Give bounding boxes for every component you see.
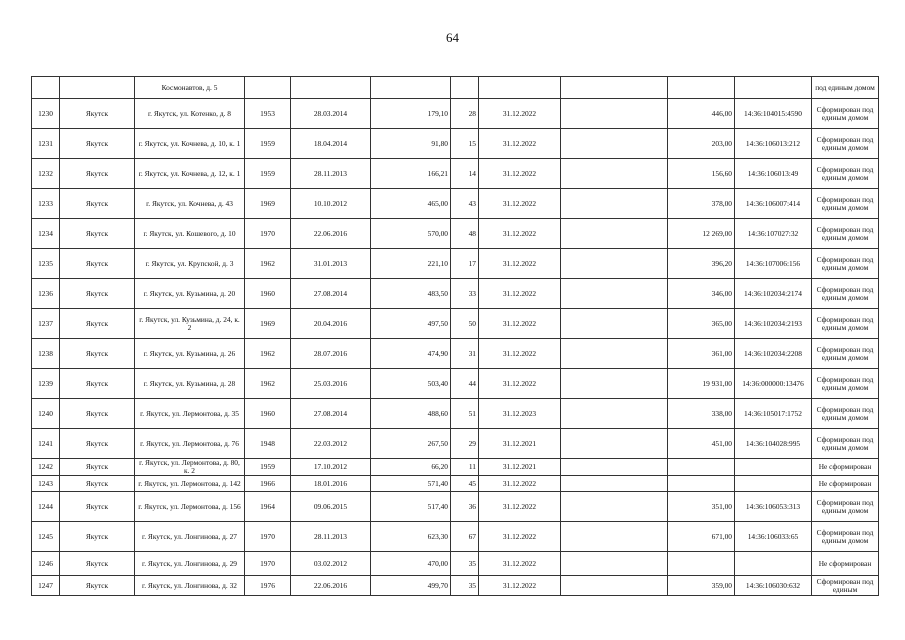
address-cell: г. Якутск, ул. Лонгинова, д. 29 xyxy=(135,552,245,576)
cadastral-number-cell: 14:36:106013:49 xyxy=(735,159,812,189)
residents-cell: 28 xyxy=(451,99,479,129)
row-number-cell: 1234 xyxy=(32,219,60,249)
cadastral-number-cell: 14:36:104028:995 xyxy=(735,429,812,459)
date-cell: 28.07.2016 xyxy=(291,339,371,369)
deadline-cell: 31.12.2022 xyxy=(479,576,561,596)
status-cell: Сформирован под единым домом xyxy=(812,429,879,459)
city-cell: Якутск xyxy=(60,399,135,429)
status-cell: Сформирован под единым домом xyxy=(812,339,879,369)
residents-cell: 51 xyxy=(451,399,479,429)
deadline-cell: 31.12.2022 xyxy=(479,279,561,309)
empty-cell xyxy=(561,249,668,279)
table-row xyxy=(32,552,879,576)
empty-cell xyxy=(561,77,668,99)
residents-cell: 17 xyxy=(451,249,479,279)
deadline-cell: 31.12.2022 xyxy=(479,99,561,129)
empty-cell xyxy=(561,129,668,159)
area-cell: 570,00 xyxy=(371,219,451,249)
year-cell: 1970 xyxy=(245,219,291,249)
empty-cell xyxy=(561,429,668,459)
deadline-cell: 31.12.2021 xyxy=(479,459,561,476)
date-cell: 03.02.2012 xyxy=(291,552,371,576)
table-row xyxy=(32,309,879,339)
year-cell: 1959 xyxy=(245,459,291,476)
row-number-cell: 1237 xyxy=(32,309,60,339)
cost-cell: 451,00 xyxy=(668,429,735,459)
cost-cell: 359,00 xyxy=(668,576,735,596)
table-row xyxy=(32,459,879,476)
cost-cell: 346,00 xyxy=(668,279,735,309)
area-cell: 470,00 xyxy=(371,552,451,576)
status-cell: Сформирован под единым домом xyxy=(812,309,879,339)
residents-cell: 45 xyxy=(451,476,479,492)
deadline-cell: 31.12.2022 xyxy=(479,552,561,576)
date-cell: 27.08.2014 xyxy=(291,279,371,309)
cadastral-number-cell: 14:36:107027:32 xyxy=(735,219,812,249)
table-row xyxy=(32,576,879,596)
table-row xyxy=(32,279,879,309)
year-cell: 1959 xyxy=(245,159,291,189)
address-cell: г. Якутск, ул. Кочнева, д. 10, к. 1 xyxy=(135,129,245,159)
status-cell: Сформирован под единым xyxy=(812,576,879,596)
city-cell: Якутск xyxy=(60,492,135,522)
date-cell: 20.04.2016 xyxy=(291,309,371,339)
status-cell: Сформирован под единым домом xyxy=(812,522,879,552)
status-cell: Сформирован под единым домом xyxy=(812,219,879,249)
cadastral-number-cell: 14:36:106013:212 xyxy=(735,129,812,159)
year-cell: 1966 xyxy=(245,476,291,492)
row-number-cell: 1232 xyxy=(32,159,60,189)
city-cell: Якутск xyxy=(60,339,135,369)
year-cell: 1953 xyxy=(245,99,291,129)
area-cell: 503,40 xyxy=(371,369,451,399)
address-cell: г. Якутск, ул. Кузьмина, д. 26 xyxy=(135,339,245,369)
year-cell: 1960 xyxy=(245,399,291,429)
area-cell: 166,21 xyxy=(371,159,451,189)
city-cell: Якутск xyxy=(60,459,135,476)
table-row xyxy=(32,249,879,279)
deadline-cell: 31.12.2022 xyxy=(479,492,561,522)
empty-cell xyxy=(561,99,668,129)
date-cell: 28.11.2013 xyxy=(291,522,371,552)
empty-cell xyxy=(561,552,668,576)
city-cell: Якутск xyxy=(60,249,135,279)
status-cell: Сформирован под единым домом xyxy=(812,492,879,522)
city-cell: Якутск xyxy=(60,476,135,492)
date-cell: 28.03.2014 xyxy=(291,99,371,129)
city-cell: Якутск xyxy=(60,369,135,399)
address-cell: г. Якутск, ул. Лермонтова, д. 156 xyxy=(135,492,245,522)
address-cell: г. Якутск, ул. Лермонтова, д. 80, к. 2 xyxy=(135,459,245,476)
empty-cell xyxy=(561,399,668,429)
row-number-cell: 1238 xyxy=(32,339,60,369)
city-cell: Якутск xyxy=(60,522,135,552)
row-number-cell: 1240 xyxy=(32,399,60,429)
date-cell: 22.03.2012 xyxy=(291,429,371,459)
residents-cell: 35 xyxy=(451,576,479,596)
year-cell: 1962 xyxy=(245,249,291,279)
date-cell: 22.06.2016 xyxy=(291,576,371,596)
area-cell: 179,10 xyxy=(371,99,451,129)
area-cell: 267,50 xyxy=(371,429,451,459)
deadline-cell: 31.12.2022 xyxy=(479,129,561,159)
residents-cell: 31 xyxy=(451,339,479,369)
area-cell: 497,50 xyxy=(371,309,451,339)
table-body xyxy=(32,77,879,596)
deadline-cell: 31.12.2022 xyxy=(479,369,561,399)
empty-cell xyxy=(561,219,668,249)
empty-cell xyxy=(561,189,668,219)
empty-cell xyxy=(561,159,668,189)
cost-cell xyxy=(668,552,735,576)
city-cell: Якутск xyxy=(60,189,135,219)
table-row xyxy=(32,99,879,129)
year-cell: 1970 xyxy=(245,522,291,552)
cadastral-number-cell: 14:36:104015:4590 xyxy=(735,99,812,129)
date-cell: 28.11.2013 xyxy=(291,159,371,189)
area-cell: 465,00 xyxy=(371,189,451,219)
deadline-cell: 31.12.2023 xyxy=(479,399,561,429)
cost-cell xyxy=(668,459,735,476)
residents-cell: 35 xyxy=(451,552,479,576)
year-cell: 1969 xyxy=(245,309,291,339)
housing-table xyxy=(31,76,879,596)
empty-cell xyxy=(561,459,668,476)
empty-cell xyxy=(561,476,668,492)
row-number-cell: 1247 xyxy=(32,576,60,596)
city-cell: Якутск xyxy=(60,429,135,459)
city-cell: Якутск xyxy=(60,159,135,189)
address-cell: г. Якутск, ул. Кузьмина, д. 24, к. 2 xyxy=(135,309,245,339)
row-number-cell: 1231 xyxy=(32,129,60,159)
table-row xyxy=(32,219,879,249)
cost-cell: 156,60 xyxy=(668,159,735,189)
cost-cell: 361,00 xyxy=(668,339,735,369)
cadastral-number-cell: 14:36:102034:2193 xyxy=(735,309,812,339)
cost-cell: 671,00 xyxy=(668,522,735,552)
city-cell: Якутск xyxy=(60,576,135,596)
cost-cell: 446,00 xyxy=(668,99,735,129)
status-cell: Сформирован под единым домом xyxy=(812,189,879,219)
cadastral-number-cell: 14:36:000000:13476 xyxy=(735,369,812,399)
cost-cell xyxy=(668,476,735,492)
cost-cell xyxy=(668,77,735,99)
table-row xyxy=(32,476,879,492)
cadastral-number-cell: 14:36:106033:65 xyxy=(735,522,812,552)
cadastral-number-cell xyxy=(735,77,812,99)
row-number-cell: 1245 xyxy=(32,522,60,552)
date-cell xyxy=(291,77,371,99)
date-cell: 18.04.2014 xyxy=(291,129,371,159)
row-number-cell: 1235 xyxy=(32,249,60,279)
status-cell: Сформирован под единым домом xyxy=(812,249,879,279)
address-cell: г. Якутск, ул. Крупской, д. 3 xyxy=(135,249,245,279)
area-cell: 483,50 xyxy=(371,279,451,309)
date-cell: 27.08.2014 xyxy=(291,399,371,429)
row-number-cell: 1242 xyxy=(32,459,60,476)
cadastral-number-cell xyxy=(735,476,812,492)
row-number-cell xyxy=(32,77,60,99)
year-cell: 1964 xyxy=(245,492,291,522)
area-cell: 517,40 xyxy=(371,492,451,522)
table-row xyxy=(32,522,879,552)
date-cell: 17.10.2012 xyxy=(291,459,371,476)
row-number-cell: 1241 xyxy=(32,429,60,459)
status-cell: под единым домом xyxy=(812,77,879,99)
row-number-cell: 1236 xyxy=(32,279,60,309)
address-cell: г. Якутск, ул. Котенко, д. 8 xyxy=(135,99,245,129)
year-cell: 1970 xyxy=(245,552,291,576)
residents-cell: 15 xyxy=(451,129,479,159)
status-cell: Сформирован под единым домом xyxy=(812,99,879,129)
year-cell: 1969 xyxy=(245,189,291,219)
date-cell: 25.03.2016 xyxy=(291,369,371,399)
empty-cell xyxy=(561,492,668,522)
status-cell: Сформирован под единым домом xyxy=(812,399,879,429)
table-row xyxy=(32,189,879,219)
table-row xyxy=(32,339,879,369)
date-cell: 10.10.2012 xyxy=(291,189,371,219)
year-cell: 1962 xyxy=(245,369,291,399)
empty-cell xyxy=(561,369,668,399)
deadline-cell: 31.12.2022 xyxy=(479,522,561,552)
residents-cell: 33 xyxy=(451,279,479,309)
row-number-cell: 1244 xyxy=(32,492,60,522)
table-row xyxy=(32,369,879,399)
cadastral-number-cell: 14:36:106030:632 xyxy=(735,576,812,596)
cadastral-number-cell: 14:36:107006:156 xyxy=(735,249,812,279)
row-number-cell: 1246 xyxy=(32,552,60,576)
city-cell: Якутск xyxy=(60,129,135,159)
area-cell: 488,60 xyxy=(371,399,451,429)
empty-cell xyxy=(561,522,668,552)
residents-cell: 44 xyxy=(451,369,479,399)
address-cell: г. Якутск, ул. Лермонтова, д. 142 xyxy=(135,476,245,492)
residents-cell xyxy=(451,77,479,99)
area-cell: 66,20 xyxy=(371,459,451,476)
date-cell: 18.01.2016 xyxy=(291,476,371,492)
empty-cell xyxy=(561,576,668,596)
cost-cell: 19 931,00 xyxy=(668,369,735,399)
deadline-cell: 31.12.2022 xyxy=(479,159,561,189)
empty-cell xyxy=(561,309,668,339)
table-row xyxy=(32,77,879,99)
table-row xyxy=(32,429,879,459)
row-number-cell: 1233 xyxy=(32,189,60,219)
city-cell: Якутск xyxy=(60,99,135,129)
cadastral-number-cell xyxy=(735,459,812,476)
date-cell: 22.06.2016 xyxy=(291,219,371,249)
status-cell: Не сформирован xyxy=(812,459,879,476)
page-number: 64 xyxy=(446,30,459,45)
address-cell: г. Якутск, ул. Лермонтова, д. 76 xyxy=(135,429,245,459)
city-cell xyxy=(60,77,135,99)
residents-cell: 29 xyxy=(451,429,479,459)
address-cell: г. Якутск, ул. Кочнева, д. 43 xyxy=(135,189,245,219)
status-cell: Сформирован под единым домом xyxy=(812,129,879,159)
address-cell: г. Якутск, ул. Лонгинова, д. 27 xyxy=(135,522,245,552)
year-cell: 1960 xyxy=(245,279,291,309)
table-row xyxy=(32,159,879,189)
cost-cell: 351,00 xyxy=(668,492,735,522)
city-cell: Якутск xyxy=(60,219,135,249)
cadastral-number-cell xyxy=(735,552,812,576)
address-cell: г. Якутск, ул. Кошевого, д. 10 xyxy=(135,219,245,249)
empty-cell xyxy=(561,339,668,369)
row-number-cell: 1239 xyxy=(32,369,60,399)
cost-cell: 203,00 xyxy=(668,129,735,159)
deadline-cell xyxy=(479,77,561,99)
address-cell: г. Якутск, ул. Лонгинова, д. 32 xyxy=(135,576,245,596)
residents-cell: 43 xyxy=(451,189,479,219)
year-cell xyxy=(245,77,291,99)
city-cell: Якутск xyxy=(60,279,135,309)
deadline-cell: 31.12.2022 xyxy=(479,309,561,339)
area-cell: 474,90 xyxy=(371,339,451,369)
address-cell: г. Якутск, ул. Кочнева, д. 12, к. 1 xyxy=(135,159,245,189)
city-cell: Якутск xyxy=(60,309,135,339)
deadline-cell: 31.12.2022 xyxy=(479,339,561,369)
address-cell: г. Якутск, ул. Кузьмина, д. 20 xyxy=(135,279,245,309)
residents-cell: 14 xyxy=(451,159,479,189)
deadline-cell: 31.12.2022 xyxy=(479,476,561,492)
cadastral-number-cell: 14:36:106053:313 xyxy=(735,492,812,522)
area-cell: 571,40 xyxy=(371,476,451,492)
residents-cell: 48 xyxy=(451,219,479,249)
residents-cell: 36 xyxy=(451,492,479,522)
deadline-cell: 31.12.2022 xyxy=(479,189,561,219)
address-cell: Космонавтов, д. 5 xyxy=(135,77,245,99)
cost-cell: 365,00 xyxy=(668,309,735,339)
area-cell: 91,80 xyxy=(371,129,451,159)
city-cell: Якутск xyxy=(60,552,135,576)
table-row xyxy=(32,399,879,429)
address-cell: г. Якутск, ул. Кузьмина, д. 28 xyxy=(135,369,245,399)
status-cell: Сформирован под единым домом xyxy=(812,159,879,189)
status-cell: Сформирован под единым домом xyxy=(812,369,879,399)
area-cell: 499,70 xyxy=(371,576,451,596)
status-cell: Не сформирован xyxy=(812,476,879,492)
cost-cell: 338,00 xyxy=(668,399,735,429)
date-cell: 09.06.2015 xyxy=(291,492,371,522)
cadastral-number-cell: 14:36:106007:414 xyxy=(735,189,812,219)
area-cell: 221,10 xyxy=(371,249,451,279)
year-cell: 1948 xyxy=(245,429,291,459)
year-cell: 1976 xyxy=(245,576,291,596)
area-cell: 623,30 xyxy=(371,522,451,552)
status-cell: Сформирован под единым домом xyxy=(812,279,879,309)
residents-cell: 67 xyxy=(451,522,479,552)
cost-cell: 396,20 xyxy=(668,249,735,279)
cadastral-number-cell: 14:36:102034:2208 xyxy=(735,339,812,369)
area-cell xyxy=(371,77,451,99)
year-cell: 1962 xyxy=(245,339,291,369)
cadastral-number-cell: 14:36:102034:2174 xyxy=(735,279,812,309)
date-cell: 31.01.2013 xyxy=(291,249,371,279)
table-row xyxy=(32,129,879,159)
deadline-cell: 31.12.2022 xyxy=(479,249,561,279)
status-cell: Не сформирован xyxy=(812,552,879,576)
row-number-cell: 1243 xyxy=(32,476,60,492)
deadline-cell: 31.12.2022 xyxy=(479,219,561,249)
cadastral-number-cell: 14:36:105017:1752 xyxy=(735,399,812,429)
empty-cell xyxy=(561,279,668,309)
deadline-cell: 31.12.2021 xyxy=(479,429,561,459)
row-number-cell: 1230 xyxy=(32,99,60,129)
cost-cell: 12 269,00 xyxy=(668,219,735,249)
cost-cell: 378,00 xyxy=(668,189,735,219)
year-cell: 1959 xyxy=(245,129,291,159)
residents-cell: 50 xyxy=(451,309,479,339)
address-cell: г. Якутск, ул. Лермонтова, д. 35 xyxy=(135,399,245,429)
table-row xyxy=(32,492,879,522)
residents-cell: 11 xyxy=(451,459,479,476)
